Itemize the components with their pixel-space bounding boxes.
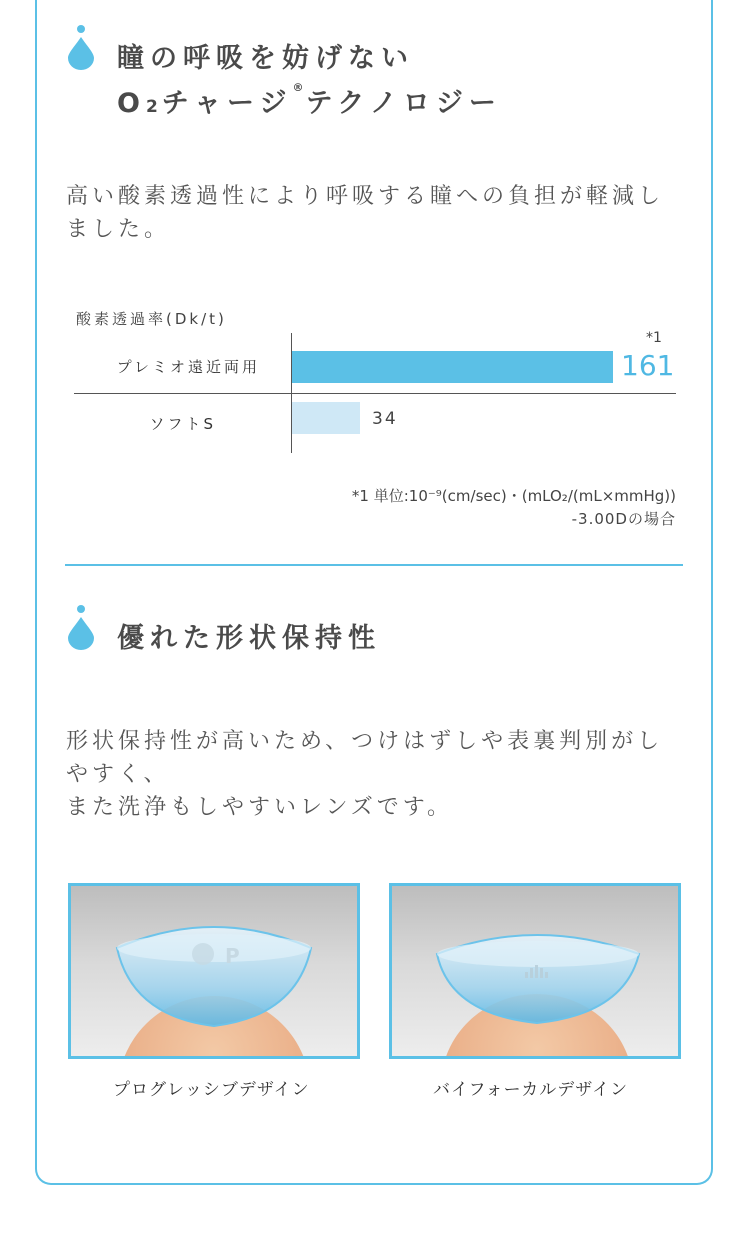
- bar-secondary: [292, 402, 360, 434]
- section1-title-line1: 瞳の呼吸を妨げない: [117, 43, 414, 74]
- section-divider: [65, 564, 683, 566]
- bar-annotation: *1: [646, 330, 662, 346]
- value-label-1: 34: [372, 409, 398, 429]
- value-label-0: 161: [621, 349, 675, 382]
- chart-baseline-horizontal: [74, 393, 676, 394]
- caption-bifocal: バイフォーカルデザイン: [433, 1080, 629, 1100]
- condition-note: -3.00Dの場合: [571, 510, 676, 528]
- water-drop-icon: [66, 24, 96, 70]
- chart-title: 酸素透過率(Dk/t): [76, 310, 227, 328]
- section2-description-line2: また洗浄もしやすいレンズです。: [66, 795, 454, 820]
- lens-photo-progressive: [68, 883, 360, 1059]
- contact-lens-image: [392, 886, 678, 1056]
- unit-note: *1 単位:10⁻⁹(cm/sec)・(mLO₂/(mL×mmHg)): [351, 487, 676, 505]
- section2-title: 優れた形状保持性: [117, 623, 381, 654]
- caption-progressive: プログレッシブデザイン: [113, 1080, 310, 1100]
- lens-mark-p: P: [225, 944, 240, 968]
- category-label-1: ソフトS: [149, 415, 216, 433]
- water-drop-icon: [66, 604, 96, 650]
- section2-description-line1: 形状保持性が高いため、つけはずしや表裏判別がしやすく、: [66, 729, 664, 787]
- bar-primary: [292, 351, 613, 383]
- category-label-0: プレミオ遠近両用: [116, 358, 260, 376]
- section1-title-line2: O2チャージ®テクノロジー: [117, 81, 502, 119]
- lens-photo-bifocal: [389, 883, 681, 1059]
- contact-lens-image: [71, 886, 357, 1056]
- section1-description: 高い酸素透過性により呼吸する瞳への負担が軽減しました。: [66, 184, 665, 242]
